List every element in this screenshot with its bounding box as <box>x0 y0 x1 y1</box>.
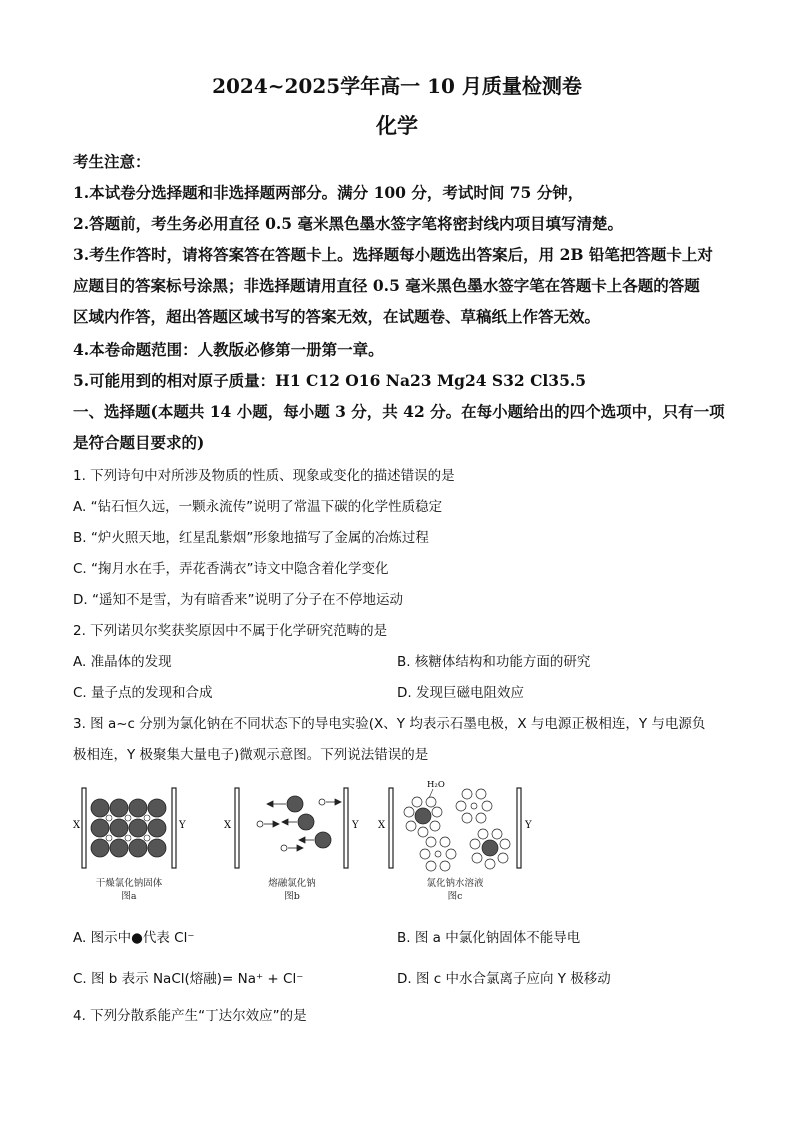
q1-option-a: A. “钻石恒久远，一颗永流传”说明了常温下碳的化学性质稳定 <box>73 499 443 515</box>
figure-c <box>377 780 537 905</box>
q2-stem: 2. 下列诺贝尔奖获奖原因中不属于化学研究范畴的是 <box>73 623 388 639</box>
electrode-x-label: X <box>73 820 81 831</box>
fig-a-caption: 干燥氯化钠固体 <box>95 878 163 889</box>
q3-option-d: D. 图 c 中水合氯离子应向 Y 极移动 <box>397 971 611 987</box>
svg-text:X: X <box>224 820 232 831</box>
notice-item-3-cont: 应题目的答案标号涂黑；非选择题请用直径 0.5 毫米黑色墨水签字笔在答题卡上各题的答题 <box>73 276 700 295</box>
q3-option-a: A. 图示中●代表 Cl⁻ <box>73 930 195 946</box>
electrode-y-label: Y <box>179 820 186 831</box>
figure-a <box>72 780 202 905</box>
fig-b-caption: 熔融氯化钠 <box>268 878 316 889</box>
notice-item-2: 2.答题前，考生务必用直径 0.5 毫米黑色墨水签字笔将密封线内项目填写清楚。 <box>73 214 623 233</box>
q1-option-c: C. “掬月水在手，弄花香满衣”诗文中隐含着化学变化 <box>73 561 389 577</box>
q3-option-c: C. 图 b 表示 NaCl(熔融)= Na⁺ + Cl⁻ <box>73 971 304 987</box>
svg-text:X: X <box>378 820 386 831</box>
notice-item-1: 1.本试卷分选择题和非选择题两部分。满分 100 分，考试时间 75 分钟， <box>73 183 584 202</box>
figure-b <box>220 780 365 905</box>
notice-item-3-cont2: 区域内作答，超出答题区域书写的答案无效，在试题卷、草稿纸上作答无效。 <box>73 307 601 326</box>
exam-title: 2024~2025学年高一 10 月质量检测卷 <box>212 74 582 98</box>
fig-a-label: 图a <box>121 891 137 902</box>
q2-option-b: B. 核糖体结构和功能方面的研究 <box>397 654 591 670</box>
q3-option-b: B. 图 a 中氯化钠固体不能导电 <box>397 930 581 946</box>
notice-item-3: 3.考生作答时，请将答案答在答题卡上。选择题每小题选出答案后，用 2B 铅笔把答题卡上对 <box>73 245 713 264</box>
hydrated-ions <box>404 789 510 871</box>
q2-option-d: D. 发现巨磁电阻效应 <box>397 685 524 701</box>
subject-title: 化学 <box>376 113 418 138</box>
fig-c-label: 图c <box>447 891 463 902</box>
q2-option-a: A. 准晶体的发现 <box>73 654 172 670</box>
q2-option-c: C. 量子点的发现和合成 <box>73 685 213 701</box>
molten-ions <box>257 796 341 851</box>
q1-option-d: D. “遥知不是雪，为有暗香来”说明了分子在不停地运动 <box>73 592 403 608</box>
q1-option-b: B. “炉火照天地，红星乱紫烟”形象地描写了金属的冶炼过程 <box>73 530 429 546</box>
notice-heading: 考生注意： <box>73 152 151 171</box>
q3-stem-cont: 极相连，Y 极聚集大量电子)微观示意图。下列说法错误的是 <box>73 747 429 763</box>
water-label: H₂O <box>427 780 445 790</box>
nacl-lattice <box>91 799 166 857</box>
svg-text:Y: Y <box>352 820 359 831</box>
section-heading: 一、选择题(本题共 14 小题，每小题 3 分，共 42 分。在每小题给出的四个选项中，只有一项 <box>73 402 725 421</box>
fig-c-caption: 氯化钠水溶液 <box>426 878 484 889</box>
q3-stem: 3. 图 a~c 分别为氯化钠在不同状态下的导电实验(X、Y 均表示石墨电极，X 与电源正极相连，Y 与电源负 <box>73 716 706 732</box>
section-heading-cont: 是符合题目要求的) <box>73 433 205 452</box>
notice-item-5: 5.可能用到的相对原子质量：H1 C12 O16 Na23 Mg24 S32 Cl35.5 <box>73 371 587 390</box>
fig-b-label: 图b <box>284 891 300 902</box>
svg-text:Y: Y <box>525 820 532 831</box>
q4-stem: 4. 下列分散系能产生“丁达尔效应”的是 <box>73 1008 307 1024</box>
notice-item-4: 4.本卷命题范围：人教版必修第一册第一章。 <box>73 340 384 359</box>
q1-stem: 1. 下列诗句中对所涉及物质的性质、现象或变化的描述错误的是 <box>73 468 455 484</box>
